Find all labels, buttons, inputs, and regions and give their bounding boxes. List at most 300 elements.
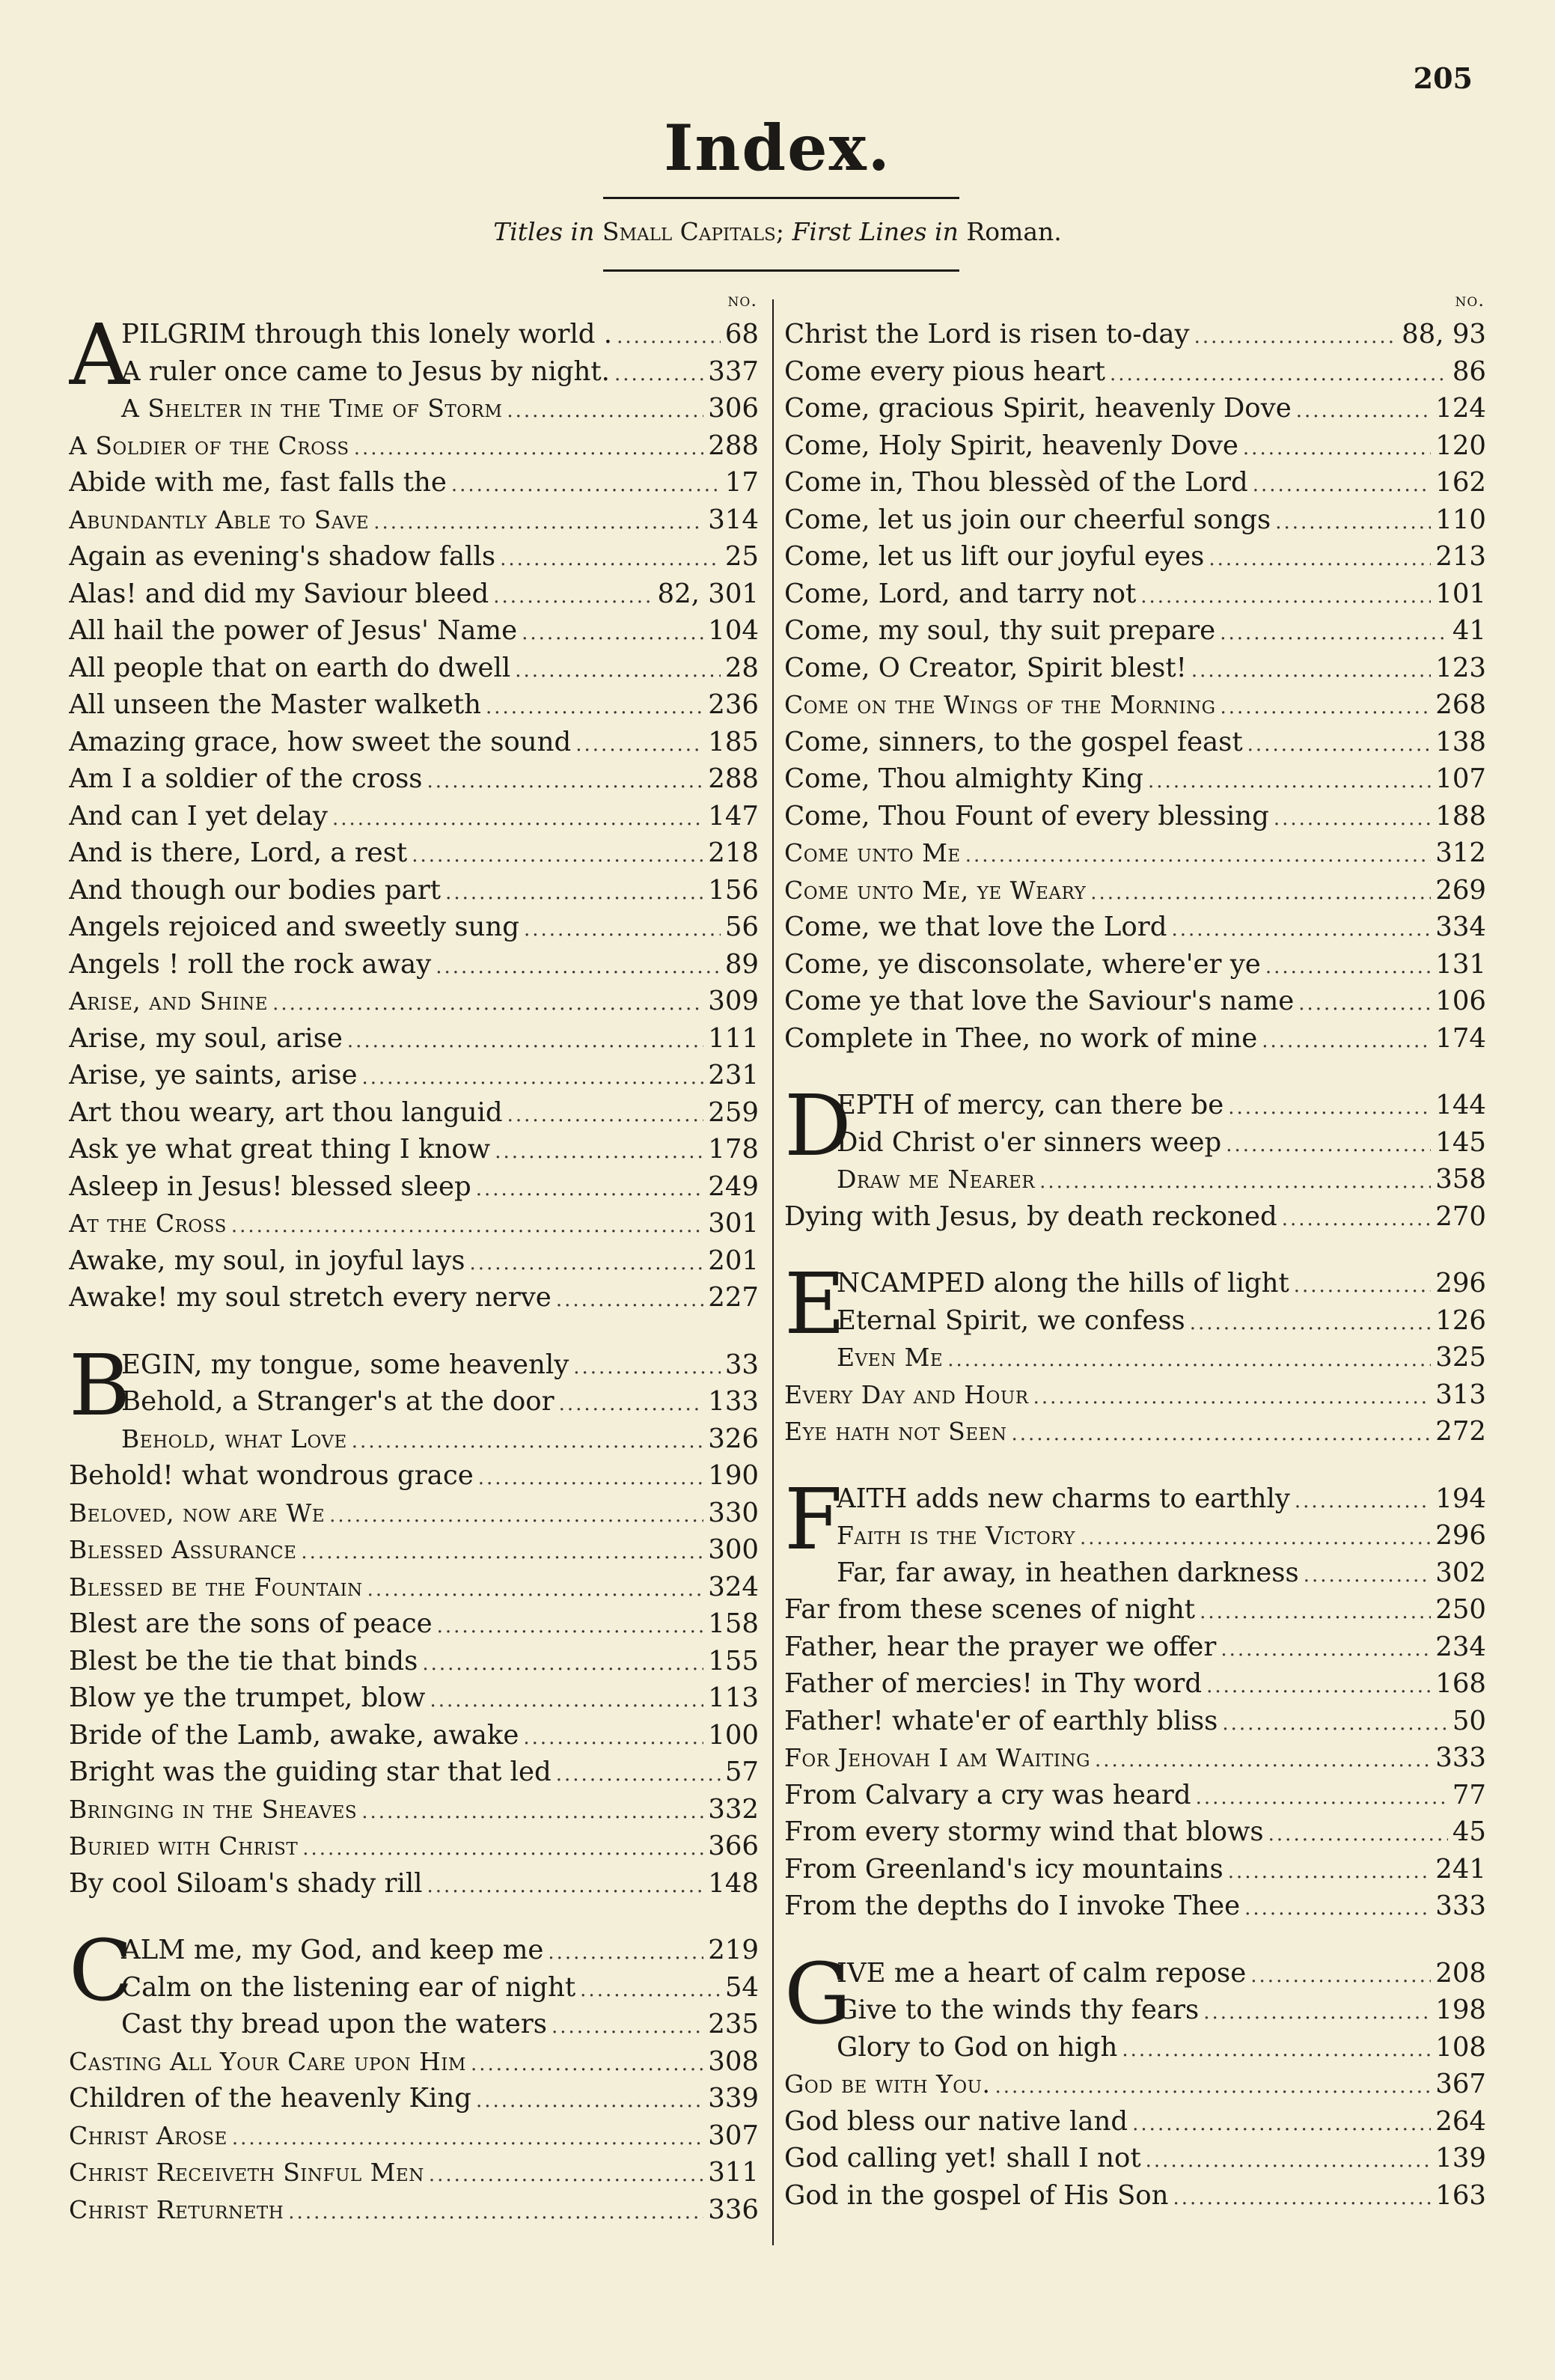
- index-entry: [121, 316, 759, 353]
- hymn-title: Awake, my soul, in joyful lays: [69, 1245, 465, 1276]
- index-entry: [69, 872, 759, 909]
- dot-leader: [1196, 1780, 1448, 1817]
- index-entry: [69, 650, 759, 687]
- dot-leader: [429, 2157, 703, 2194]
- index-entry: [784, 1813, 1486, 1851]
- index-entry: [784, 1739, 1486, 1777]
- dot-leader: [523, 1720, 703, 1757]
- hymn-title: Bride of the Lamb, awake, awake: [69, 1719, 519, 1751]
- dot-leader: [495, 1134, 703, 1171]
- title-rule-top: [603, 197, 959, 199]
- hymn-title: Bringing in the Sheaves: [69, 1794, 358, 1824]
- hymn-number: 54: [724, 1971, 759, 2003]
- hymn-number: 339: [708, 2083, 759, 2114]
- dot-leader: [1191, 653, 1431, 690]
- hymn-title: God calling yet! shall I not: [784, 2143, 1141, 2173]
- hymn-title: Eternal Spirit, we confess: [837, 1305, 1185, 1336]
- hymn-number: 358: [1435, 1164, 1486, 1194]
- index-entry: [69, 1791, 759, 1828]
- dot-leader: [559, 1386, 704, 1424]
- index-entry: [69, 501, 759, 539]
- hymn-title: Casting All Your Care upon Him: [69, 2046, 466, 2076]
- hymn-title: Christ Receiveth Sinful Men: [69, 2158, 424, 2187]
- hymn-number: 213: [1435, 541, 1486, 572]
- left-column-body: [69, 316, 759, 2228]
- index-entry: [69, 2191, 759, 2229]
- hymn-number: 86: [1452, 356, 1486, 387]
- index-entry: [784, 1629, 1486, 1666]
- index-entry: [784, 686, 1486, 724]
- dot-leader: [412, 837, 703, 875]
- hymn-title: Come in, Thou blessèd of the Lord: [784, 467, 1248, 498]
- hymn-title: Art thou weary, art thou languid: [69, 1096, 503, 1128]
- index-entry: [784, 872, 1486, 909]
- dot-leader: [1122, 2032, 1431, 2069]
- hymn-number: 313: [1435, 1379, 1486, 1410]
- hymn-title: Buried with Christ: [69, 1831, 299, 1861]
- hymn-title: Arise, ye saints, arise: [69, 1060, 358, 1090]
- index-entry: [837, 1302, 1486, 1340]
- index-entry: [837, 1480, 1486, 1518]
- drop-cap: B: [69, 1346, 131, 1435]
- index-entry: [69, 1679, 759, 1717]
- dot-leader: [231, 1208, 703, 1245]
- hymn-number: 155: [708, 1645, 759, 1676]
- dot-leader: [1222, 1706, 1447, 1743]
- dot-leader: [1173, 2180, 1432, 2215]
- dot-leader: [500, 541, 721, 579]
- hymn-title: Children of the heavenly King: [69, 2083, 471, 2114]
- hymn-number: 106: [1435, 986, 1486, 1016]
- dot-leader: [556, 1282, 703, 1316]
- hymn-number: 231: [708, 1060, 759, 1090]
- hymn-number: 330: [708, 1497, 759, 1528]
- hymn-number: 108: [1435, 2031, 1486, 2063]
- hymn-title: Draw me Nearer: [837, 1165, 1036, 1194]
- hymn-title: Behold, a Stranger's at the door: [121, 1386, 555, 1417]
- hymn-title: All people that on earth do dwell: [69, 652, 511, 683]
- hymn-number: 158: [708, 1608, 759, 1639]
- index-entry: [69, 1057, 759, 1094]
- hymn-number: 288: [708, 763, 759, 794]
- dot-leader: [1148, 763, 1431, 801]
- hymn-number: 311: [708, 2157, 759, 2188]
- index-entry: [784, 760, 1486, 798]
- hymn-title: Alas! and did my Saviour bleed: [69, 578, 489, 609]
- drop-cap: D: [784, 1087, 852, 1175]
- legend-roman: Roman.: [966, 217, 1062, 246]
- hymn-number: 145: [1435, 1126, 1486, 1158]
- index-entry: [69, 1094, 759, 1132]
- hymn-number: 138: [1435, 726, 1486, 757]
- hymn-number: 326: [708, 1423, 759, 1454]
- dot-leader: [1203, 1995, 1431, 2032]
- hymn-number: 218: [708, 837, 759, 868]
- hymn-number: 156: [708, 874, 759, 906]
- dot-leader: [427, 763, 704, 801]
- dot-leader: [580, 1972, 721, 2010]
- hymn-title: Come, let us lift our joyful eyes: [784, 541, 1205, 572]
- dot-leader: [1090, 875, 1431, 912]
- dot-leader: [1132, 2106, 1431, 2143]
- hymn-title: Did Christ o'er sinners weep: [837, 1126, 1222, 1158]
- index-legend: [0, 217, 1555, 246]
- index-entry: [69, 427, 759, 465]
- index-entry: [121, 1969, 759, 2007]
- hymn-title: Come, Holy Spirit, heavenly Dove: [784, 430, 1238, 461]
- dot-leader: [1146, 2143, 1432, 2180]
- hymn-number: 57: [724, 1757, 759, 1787]
- dot-leader: [478, 1460, 704, 1498]
- hymn-title: From Calvary a cry was heard: [784, 1779, 1191, 1810]
- hymn-title: Abundantly Able to Save: [69, 504, 370, 534]
- index-entry: [69, 2080, 759, 2117]
- dot-leader: [556, 1757, 721, 1794]
- dot-leader: [471, 2046, 703, 2084]
- dot-leader: [437, 1608, 704, 1646]
- hymn-number: 123: [1435, 652, 1486, 683]
- hymn-title: Even Me: [837, 1343, 944, 1372]
- dot-leader: [1250, 1958, 1431, 1995]
- hymn-number: 144: [1435, 1090, 1486, 1120]
- hymn-number: 219: [708, 1935, 759, 1965]
- dot-leader: [1011, 1416, 1431, 1450]
- hymn-number: 162: [1435, 467, 1486, 498]
- dot-leader: [476, 2083, 703, 2120]
- hymn-number: 296: [1435, 1268, 1486, 1299]
- index-entry: [784, 576, 1486, 613]
- index-entry: [69, 1457, 759, 1495]
- index-entry: [69, 1205, 759, 1242]
- index-entry: [69, 946, 759, 983]
- index-entry: [784, 2140, 1486, 2177]
- hymn-number: 89: [724, 948, 759, 980]
- index-entry: [121, 2006, 759, 2043]
- hymn-title: Blessed Assurance: [69, 1535, 297, 1564]
- hymn-number: 308: [708, 2045, 759, 2077]
- hymn-title: Give to the winds thy fears: [837, 1995, 1200, 2025]
- hymn-number: 270: [1435, 1200, 1486, 1232]
- dot-leader: [1221, 689, 1432, 727]
- dot-leader: [451, 467, 721, 504]
- hymn-number: 107: [1435, 763, 1486, 794]
- dot-leader: [1110, 356, 1448, 394]
- hymn-number: 314: [708, 504, 759, 535]
- index-entry: [784, 1665, 1486, 1703]
- hymn-title: For Jehovah I am Waiting: [784, 1743, 1091, 1772]
- index-entry: [784, 1376, 1486, 1414]
- dot-leader: [1274, 801, 1431, 838]
- dot-leader: [1228, 1854, 1432, 1891]
- hymn-title: Awake! my soul stretch every nerve: [69, 1282, 552, 1313]
- hymn-title: Come ye that love the Saviour's name: [784, 986, 1295, 1016]
- index-entry: [784, 390, 1486, 427]
- hymn-title: Glory to God on high: [837, 2031, 1118, 2063]
- index-entry: [69, 538, 759, 576]
- hymn-title: Come, my soul, thy suit prepare: [784, 615, 1216, 646]
- hymn-number: 234: [1435, 1631, 1486, 1662]
- hymn-number: 120: [1435, 430, 1486, 461]
- hymn-title: Behold! what wondrous grace: [69, 1460, 474, 1491]
- index-entry: [121, 390, 759, 427]
- index-entry: [837, 1339, 1486, 1376]
- dot-leader: [361, 1794, 703, 1831]
- dot-leader: [445, 875, 703, 912]
- hymn-number: 113: [708, 1682, 759, 1713]
- column-number-heading-label: no.: [727, 290, 757, 311]
- index-entry: [69, 686, 759, 724]
- hymn-number: 188: [1435, 800, 1486, 832]
- dot-leader: [1220, 615, 1448, 653]
- dot-leader: [1221, 1632, 1431, 1669]
- index-entry: [69, 1865, 759, 1903]
- index-entry: [69, 760, 759, 798]
- hymn-number: 101: [1435, 578, 1486, 609]
- hymn-title: Every Day and Hour: [784, 1379, 1029, 1409]
- hymn-title: PILGRIM through this lonely world .: [121, 319, 613, 350]
- hymn-title: ALM me, my God, and keep me: [121, 1935, 544, 1965]
- index-entry: [784, 1020, 1486, 1058]
- hymn-title: And though our bodies part: [69, 874, 442, 906]
- dot-leader: [288, 2194, 703, 2229]
- index-entry: [784, 2103, 1486, 2141]
- dot-leader: [1209, 541, 1431, 579]
- dot-leader: [1200, 1594, 1431, 1632]
- hymn-title: Asleep in Jesus! blessed sleep: [69, 1171, 471, 1202]
- hymn-title: Blow ye the trumpet, blow: [69, 1682, 426, 1713]
- hymn-title: Beloved, now are We: [69, 1498, 326, 1528]
- hymn-number: 17: [724, 467, 759, 498]
- index-entry: [69, 1131, 759, 1168]
- hymn-title: By cool Siloam's shady rill: [69, 1867, 423, 1899]
- index-entry: [69, 1717, 759, 1754]
- index-letter-group: [69, 316, 759, 1316]
- hymn-title: God in the gospel of His Son: [784, 2179, 1169, 2211]
- hymn-title: Come, ye disconsolate, where'er ye: [784, 948, 1261, 980]
- hymn-title: Come, Thou almighty King: [784, 763, 1144, 794]
- hymn-title: God be with You.: [784, 2069, 991, 2099]
- hymn-number: 124: [1435, 393, 1486, 424]
- hymn-number: 269: [1435, 874, 1486, 906]
- dot-leader: [1033, 1379, 1432, 1417]
- index-entry: [69, 2043, 759, 2081]
- hymn-number: 201: [708, 1245, 759, 1276]
- dot-leader: [1304, 1557, 1432, 1595]
- index-entry: [121, 1383, 759, 1421]
- hymn-number: 268: [1435, 689, 1486, 720]
- hymn-number: 45: [1452, 1816, 1486, 1847]
- index-entry: [837, 1265, 1486, 1302]
- hymn-number: 227: [708, 1282, 759, 1313]
- dot-leader: [1226, 1127, 1431, 1165]
- dot-leader: [548, 1935, 703, 1972]
- dot-leader: [1095, 1742, 1431, 1780]
- dot-leader: [1296, 393, 1432, 430]
- dot-leader: [232, 2120, 703, 2158]
- dot-leader: [367, 1572, 704, 1609]
- hymn-title: Christ Arose: [69, 2120, 227, 2150]
- hymn-number: 325: [1435, 1342, 1486, 1373]
- index-entry: [837, 1124, 1486, 1162]
- hymn-number: 147: [708, 800, 759, 832]
- dot-leader: [373, 504, 703, 542]
- index-entry: [121, 1346, 759, 1384]
- dot-leader: [302, 1831, 703, 1868]
- dot-leader: [515, 653, 721, 690]
- dot-leader: [272, 986, 703, 1023]
- hymn-title: Far, far away, in heathen darkness: [837, 1557, 1299, 1588]
- hymn-title: EGIN, my tongue, some heavenly: [121, 1349, 569, 1380]
- hymn-title: Dying with Jesus, by death reckoned: [784, 1200, 1277, 1232]
- index-entry: [784, 650, 1486, 687]
- dot-leader: [1206, 1668, 1431, 1706]
- index-entry: [69, 1605, 759, 1643]
- hymn-title: Far from these scenes of night: [784, 1594, 1196, 1625]
- index-entry: [784, 798, 1486, 835]
- index-letter-group: [784, 316, 1486, 1057]
- dot-leader: [469, 1245, 703, 1283]
- hymn-number: 25: [724, 541, 759, 572]
- dot-leader: [354, 430, 704, 468]
- hymn-number: 296: [1435, 1520, 1486, 1551]
- dot-leader: [1294, 1268, 1432, 1305]
- index-entry: [69, 909, 759, 946]
- dot-leader: [522, 615, 703, 653]
- index-entry: [784, 1851, 1486, 1888]
- index-entry: [69, 983, 759, 1020]
- hymn-title: Come, gracious Spirit, heavenly Dove: [784, 393, 1292, 424]
- hymn-title: Calm on the listening ear of night: [121, 1971, 576, 2003]
- index-entry: [69, 1569, 759, 1606]
- hymn-title: And is there, Lord, a rest: [69, 837, 408, 868]
- index-entry: [784, 427, 1486, 465]
- legend-separator: ;: [775, 217, 784, 246]
- hymn-title: Amazing grace, how sweet the sound: [69, 726, 572, 757]
- drop-cap: A: [69, 316, 129, 404]
- index-entry: [837, 1992, 1486, 2029]
- hymn-title: From the depths do I invoke Thee: [784, 1891, 1241, 1921]
- dot-leader: [1262, 1023, 1431, 1058]
- dot-leader: [507, 1097, 704, 1135]
- dot-leader: [1282, 1201, 1432, 1236]
- hymn-number: 336: [708, 2194, 759, 2225]
- hymn-number: 333: [1435, 1891, 1486, 1921]
- hymn-number: 82, 301: [657, 578, 759, 609]
- index-entry: [784, 538, 1486, 576]
- index-entry: [784, 1413, 1486, 1450]
- hymn-number: 333: [1435, 1742, 1486, 1773]
- index-entry: [784, 724, 1486, 761]
- hymn-number: 264: [1435, 2105, 1486, 2137]
- dot-leader: [422, 1646, 703, 1683]
- index-entry: [69, 464, 759, 501]
- hymn-title: Come unto Me: [784, 838, 961, 867]
- dot-leader: [575, 727, 703, 764]
- index-entry: [69, 1828, 759, 1865]
- dot-leader: [1243, 430, 1431, 468]
- hymn-number: 33: [724, 1349, 759, 1380]
- hymn-number: 198: [1435, 1995, 1486, 2025]
- hymn-number: 301: [708, 1208, 759, 1239]
- dot-leader: [1039, 1164, 1431, 1201]
- hymn-number: 288: [708, 430, 759, 461]
- hymn-title: EPTH of mercy, can there be: [837, 1090, 1224, 1120]
- hymn-number: 110: [1435, 504, 1486, 535]
- index-entry: [784, 1703, 1486, 1740]
- index-entry: [69, 834, 759, 872]
- right-column-body: [784, 316, 1486, 2214]
- dot-leader: [1295, 1483, 1431, 1521]
- hymn-title: Come, let us join our cheerful songs: [784, 504, 1271, 535]
- drop-cap: G: [784, 1954, 852, 2043]
- dot-leader: [1253, 467, 1431, 504]
- hymn-number: 366: [708, 1831, 759, 1861]
- index-entry: [837, 1161, 1486, 1198]
- hymn-number: 324: [708, 1571, 759, 1602]
- index-entry: [784, 2066, 1486, 2103]
- index-entry: [837, 1087, 1486, 1124]
- hymn-number: 111: [708, 1022, 759, 1054]
- dot-leader: [427, 1868, 704, 1903]
- hymn-number: 250: [1435, 1594, 1486, 1625]
- dot-leader: [1275, 504, 1431, 542]
- hymn-title: IVE me a heart of calm repose: [837, 1957, 1247, 1989]
- hymn-number: 241: [1435, 1853, 1486, 1885]
- dot-leader: [476, 1171, 704, 1209]
- hymn-number: 168: [1435, 1668, 1486, 1699]
- hymn-title: Come, Thou Fount of every blessing: [784, 800, 1269, 832]
- hymn-number: 259: [708, 1096, 759, 1128]
- index-entry: [784, 1888, 1486, 1925]
- column-divider: [772, 299, 774, 2245]
- dot-leader: [332, 801, 703, 838]
- hymn-title: Again as evening's shadow falls: [69, 541, 496, 572]
- hymn-number: 163: [1435, 2179, 1486, 2211]
- index-entry: [69, 724, 759, 761]
- hymn-title: Blessed be the Fountain: [69, 1572, 363, 1602]
- column-number-heading: [784, 284, 1486, 316]
- hymn-title: At the Cross: [69, 1209, 227, 1238]
- hymn-title: A Shelter in the Time of Storm: [121, 394, 503, 423]
- dot-leader: [1247, 727, 1432, 764]
- page-title: Index.: [664, 111, 891, 185]
- dot-leader: [1194, 319, 1397, 356]
- dot-leader: [493, 579, 653, 616]
- index-entry: [784, 946, 1486, 983]
- index-letter-group: [784, 1955, 1486, 2215]
- hymn-title: Father of mercies! in Thy word: [784, 1668, 1203, 1699]
- hymn-number: 139: [1435, 2143, 1486, 2173]
- hymn-number: 185: [708, 726, 759, 757]
- hymn-title: Complete in Thee, no work of mine: [784, 1022, 1258, 1054]
- hymn-number: 104: [708, 615, 759, 646]
- drop-cap: C: [69, 1932, 133, 2020]
- index-entry: [69, 612, 759, 650]
- hymn-title: Am I a soldier of the cross: [69, 763, 423, 794]
- hymn-title: Angels ! roll the rock away: [69, 948, 432, 980]
- dot-leader: [552, 2009, 703, 2046]
- index-entry: [69, 1279, 759, 1316]
- index-entry: [784, 501, 1486, 539]
- legend-small-capitals: Small Capitals: [602, 217, 776, 246]
- dot-leader: [301, 1534, 703, 1572]
- hymn-number: 41: [1452, 615, 1486, 646]
- hymn-number: 272: [1435, 1416, 1486, 1447]
- index-column-left: [69, 284, 759, 2258]
- index-letter-group: [784, 1087, 1486, 1235]
- column-number-heading-label: no.: [1455, 290, 1485, 311]
- dot-leader: [329, 1498, 703, 1535]
